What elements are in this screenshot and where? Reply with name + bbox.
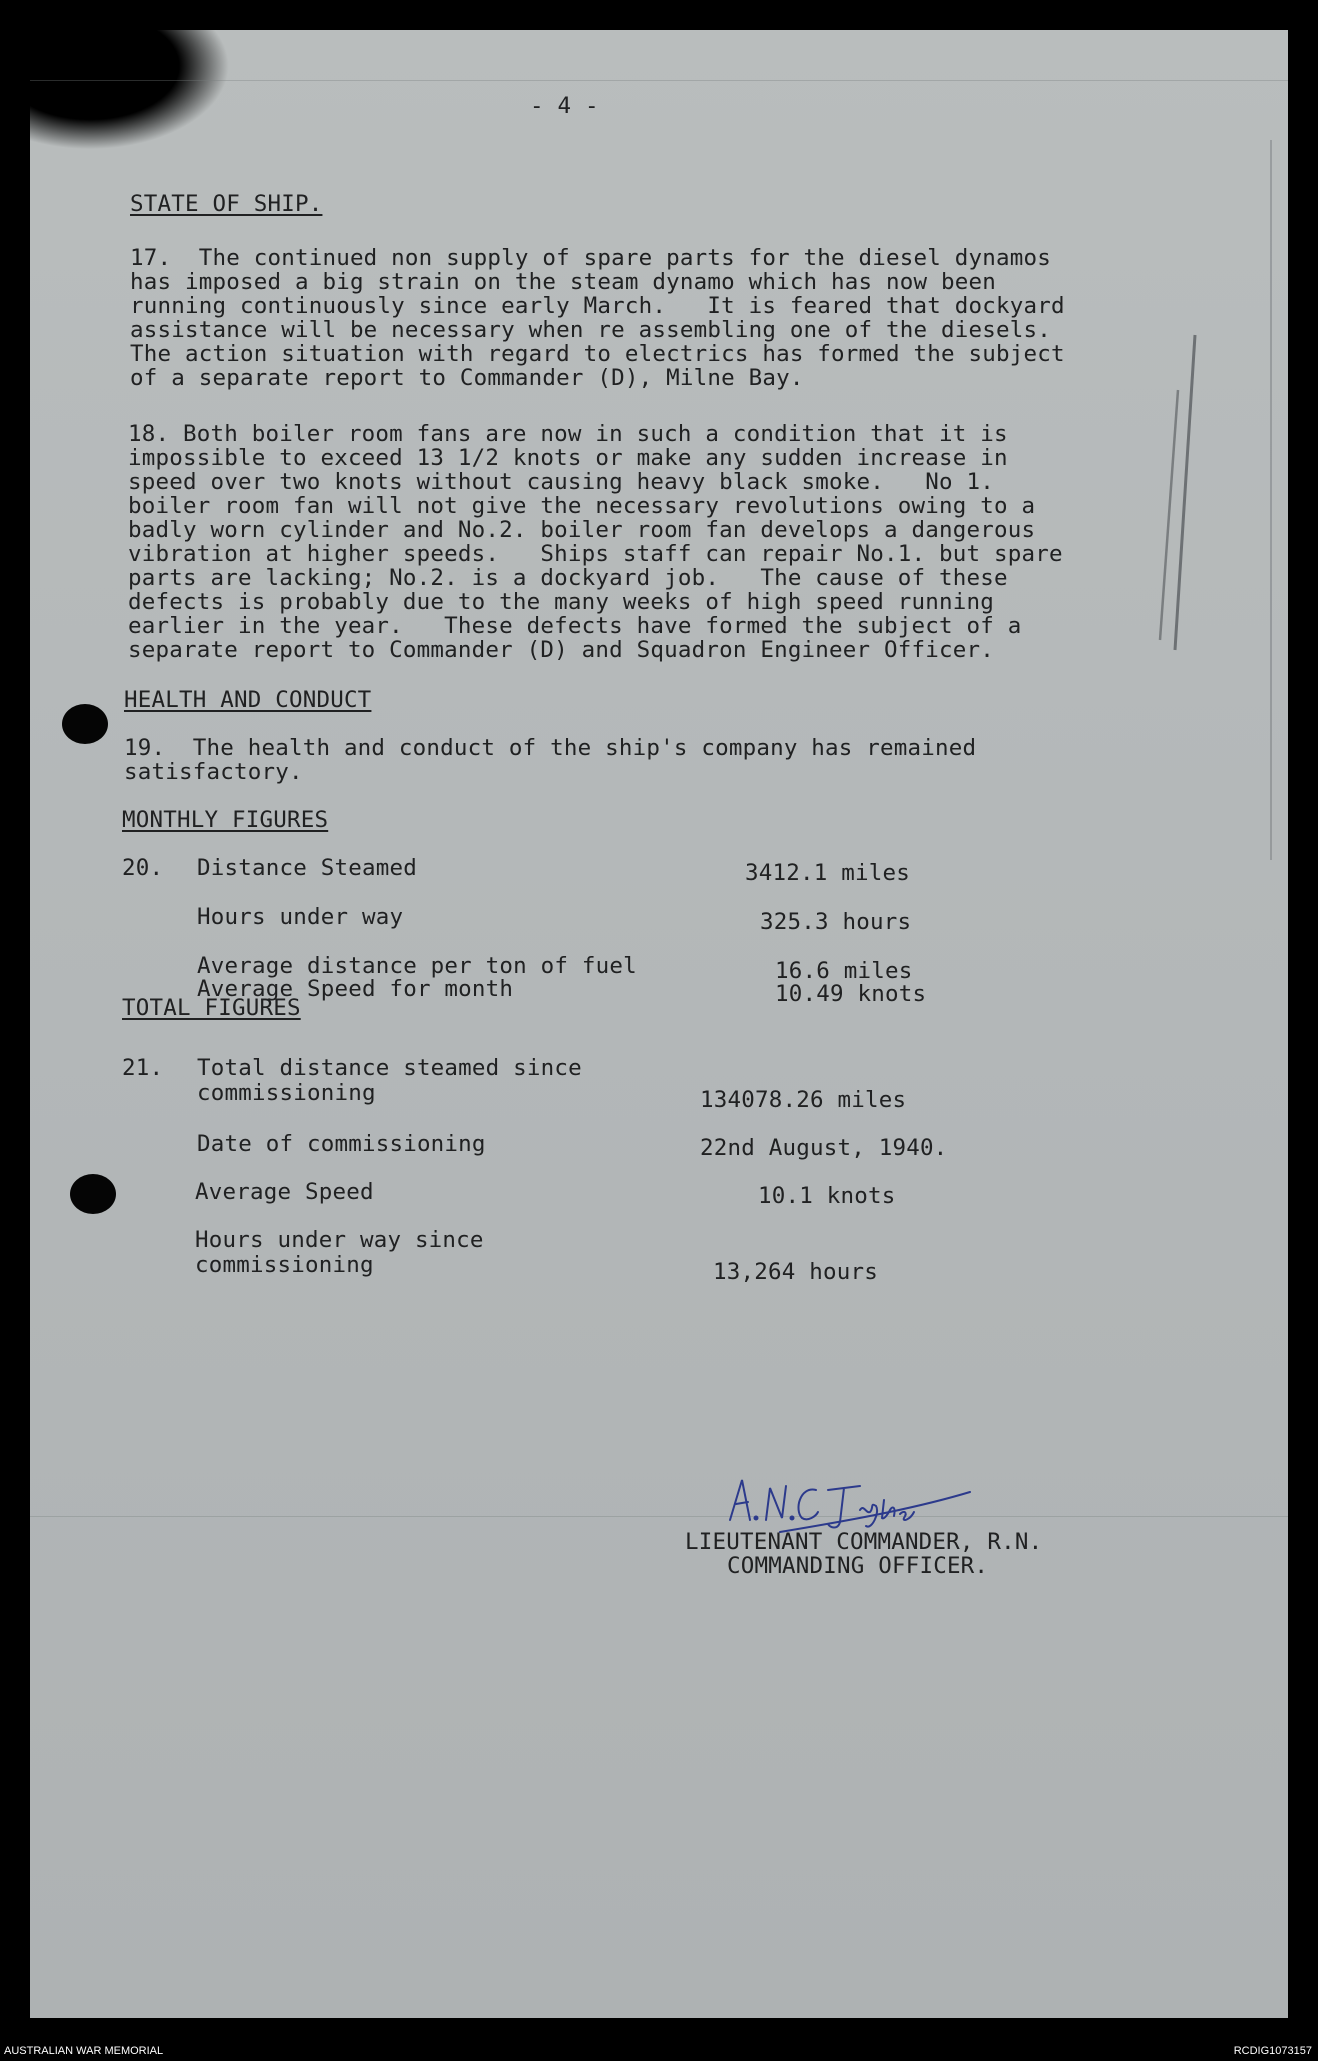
total-value: 13,264 hours [713, 1259, 878, 1285]
document-page [30, 30, 1288, 2018]
signatory-title: COMMANDING OFFICER. [727, 1553, 989, 1579]
para17-line: running continuously since early March. It is feared that dockyard [130, 293, 1065, 319]
monthly-value: 325.3 hours [760, 909, 912, 935]
monthly-label: Average Speed for month [197, 976, 514, 1002]
ink-stain [30, 30, 230, 150]
item-number-21: 21. [122, 1055, 164, 1081]
monthly-label: Average distance per ton of fuel [197, 953, 637, 979]
para18-line: speed over two knots without causing heavy black smoke. No 1. [128, 469, 995, 495]
para18-line: vibration at higher speeds. Ships staff can repair No.1. but spare [128, 541, 1063, 567]
para18-line: parts are lacking; No.2. is a dockyard job. The cause of these [128, 565, 1008, 591]
monthly-value: 3412.1 miles [745, 860, 910, 886]
footer-reference-id: RCDIG1073157 [1233, 2045, 1312, 2057]
total-value: 10.1 knots [758, 1183, 896, 1209]
paper-edge-shadow [1270, 140, 1272, 860]
monthly-label: Distance Steamed [197, 855, 417, 881]
para17-line: has imposed a big strain on the steam dynamo which has now been [130, 269, 997, 295]
monthly-value: 16.6 miles [775, 958, 913, 984]
para18-line: separate report to Commander (D) and Squadron Engineer Officer. [128, 637, 995, 663]
paper-fold-top [30, 80, 1288, 81]
handwritten-signature [720, 1440, 980, 1540]
para17-line: 17. The continued non supply of spare parts for the diesel dynamos [130, 245, 1051, 271]
health-heading: HEALTH AND CONDUCT [124, 687, 372, 713]
total-label: Total distance steamed since commissioning [197, 1055, 582, 1106]
item-number-20: 20. [122, 855, 164, 881]
signatory-rank: LIEUTENANT COMMANDER, R.N. [685, 1529, 1043, 1555]
para17-line: of a separate report to Commander (D), Milne Bay. [130, 365, 804, 391]
para19-line: satisfactory. [124, 759, 303, 785]
total-value: 134078.26 miles [700, 1087, 907, 1113]
monthly-label: Hours under way [197, 904, 404, 930]
pencil-margin-mark [1120, 330, 1210, 660]
paper-fold-middle [30, 1516, 1288, 1517]
punch-hole-upper [62, 704, 108, 744]
total-figures-heading: TOTAL FIGURES [122, 995, 301, 1021]
monthly-value: 10.49 knots [775, 981, 927, 1007]
punch-hole-lower [70, 1174, 116, 1214]
total-label: Hours under way since commissioning [195, 1227, 484, 1278]
total-value: 22nd August, 1940. [700, 1135, 948, 1161]
para18-line: earlier in the year. These defects have formed the subject of a [128, 613, 1022, 639]
monthly-figures-heading: MONTHLY FIGURES [122, 807, 329, 833]
para17-line: The action situation with regard to electrics has formed the subject [130, 341, 1065, 367]
para19-line: 19. The health and conduct of the ship's company has remained [124, 735, 977, 761]
para18-line: boiler room fan will not give the necessary revolutions owing to a [128, 493, 1036, 519]
para18-line: 18. Both boiler room fans are now in such a condition that it is [128, 421, 1008, 447]
para18-line: badly worn cylinder and No.2. boiler room fan develops a dangerous [128, 517, 1036, 543]
para17-line: assistance will be necessary when re assembling one of the diesels. [130, 317, 1051, 343]
para18-line: defects is probably due to the many weeks of high speed running [128, 589, 995, 615]
para18-line: impossible to exceed 13 1/2 knots or make any sudden increase in [128, 445, 1008, 471]
state-of-ship-heading: STATE OF SHIP. [130, 191, 323, 217]
total-label: Average Speed [195, 1179, 374, 1205]
page-number: - 4 - [530, 93, 599, 119]
footer-source: AUSTRALIAN WAR MEMORIAL [4, 2045, 164, 2057]
total-label: Date of commissioning [197, 1131, 486, 1157]
